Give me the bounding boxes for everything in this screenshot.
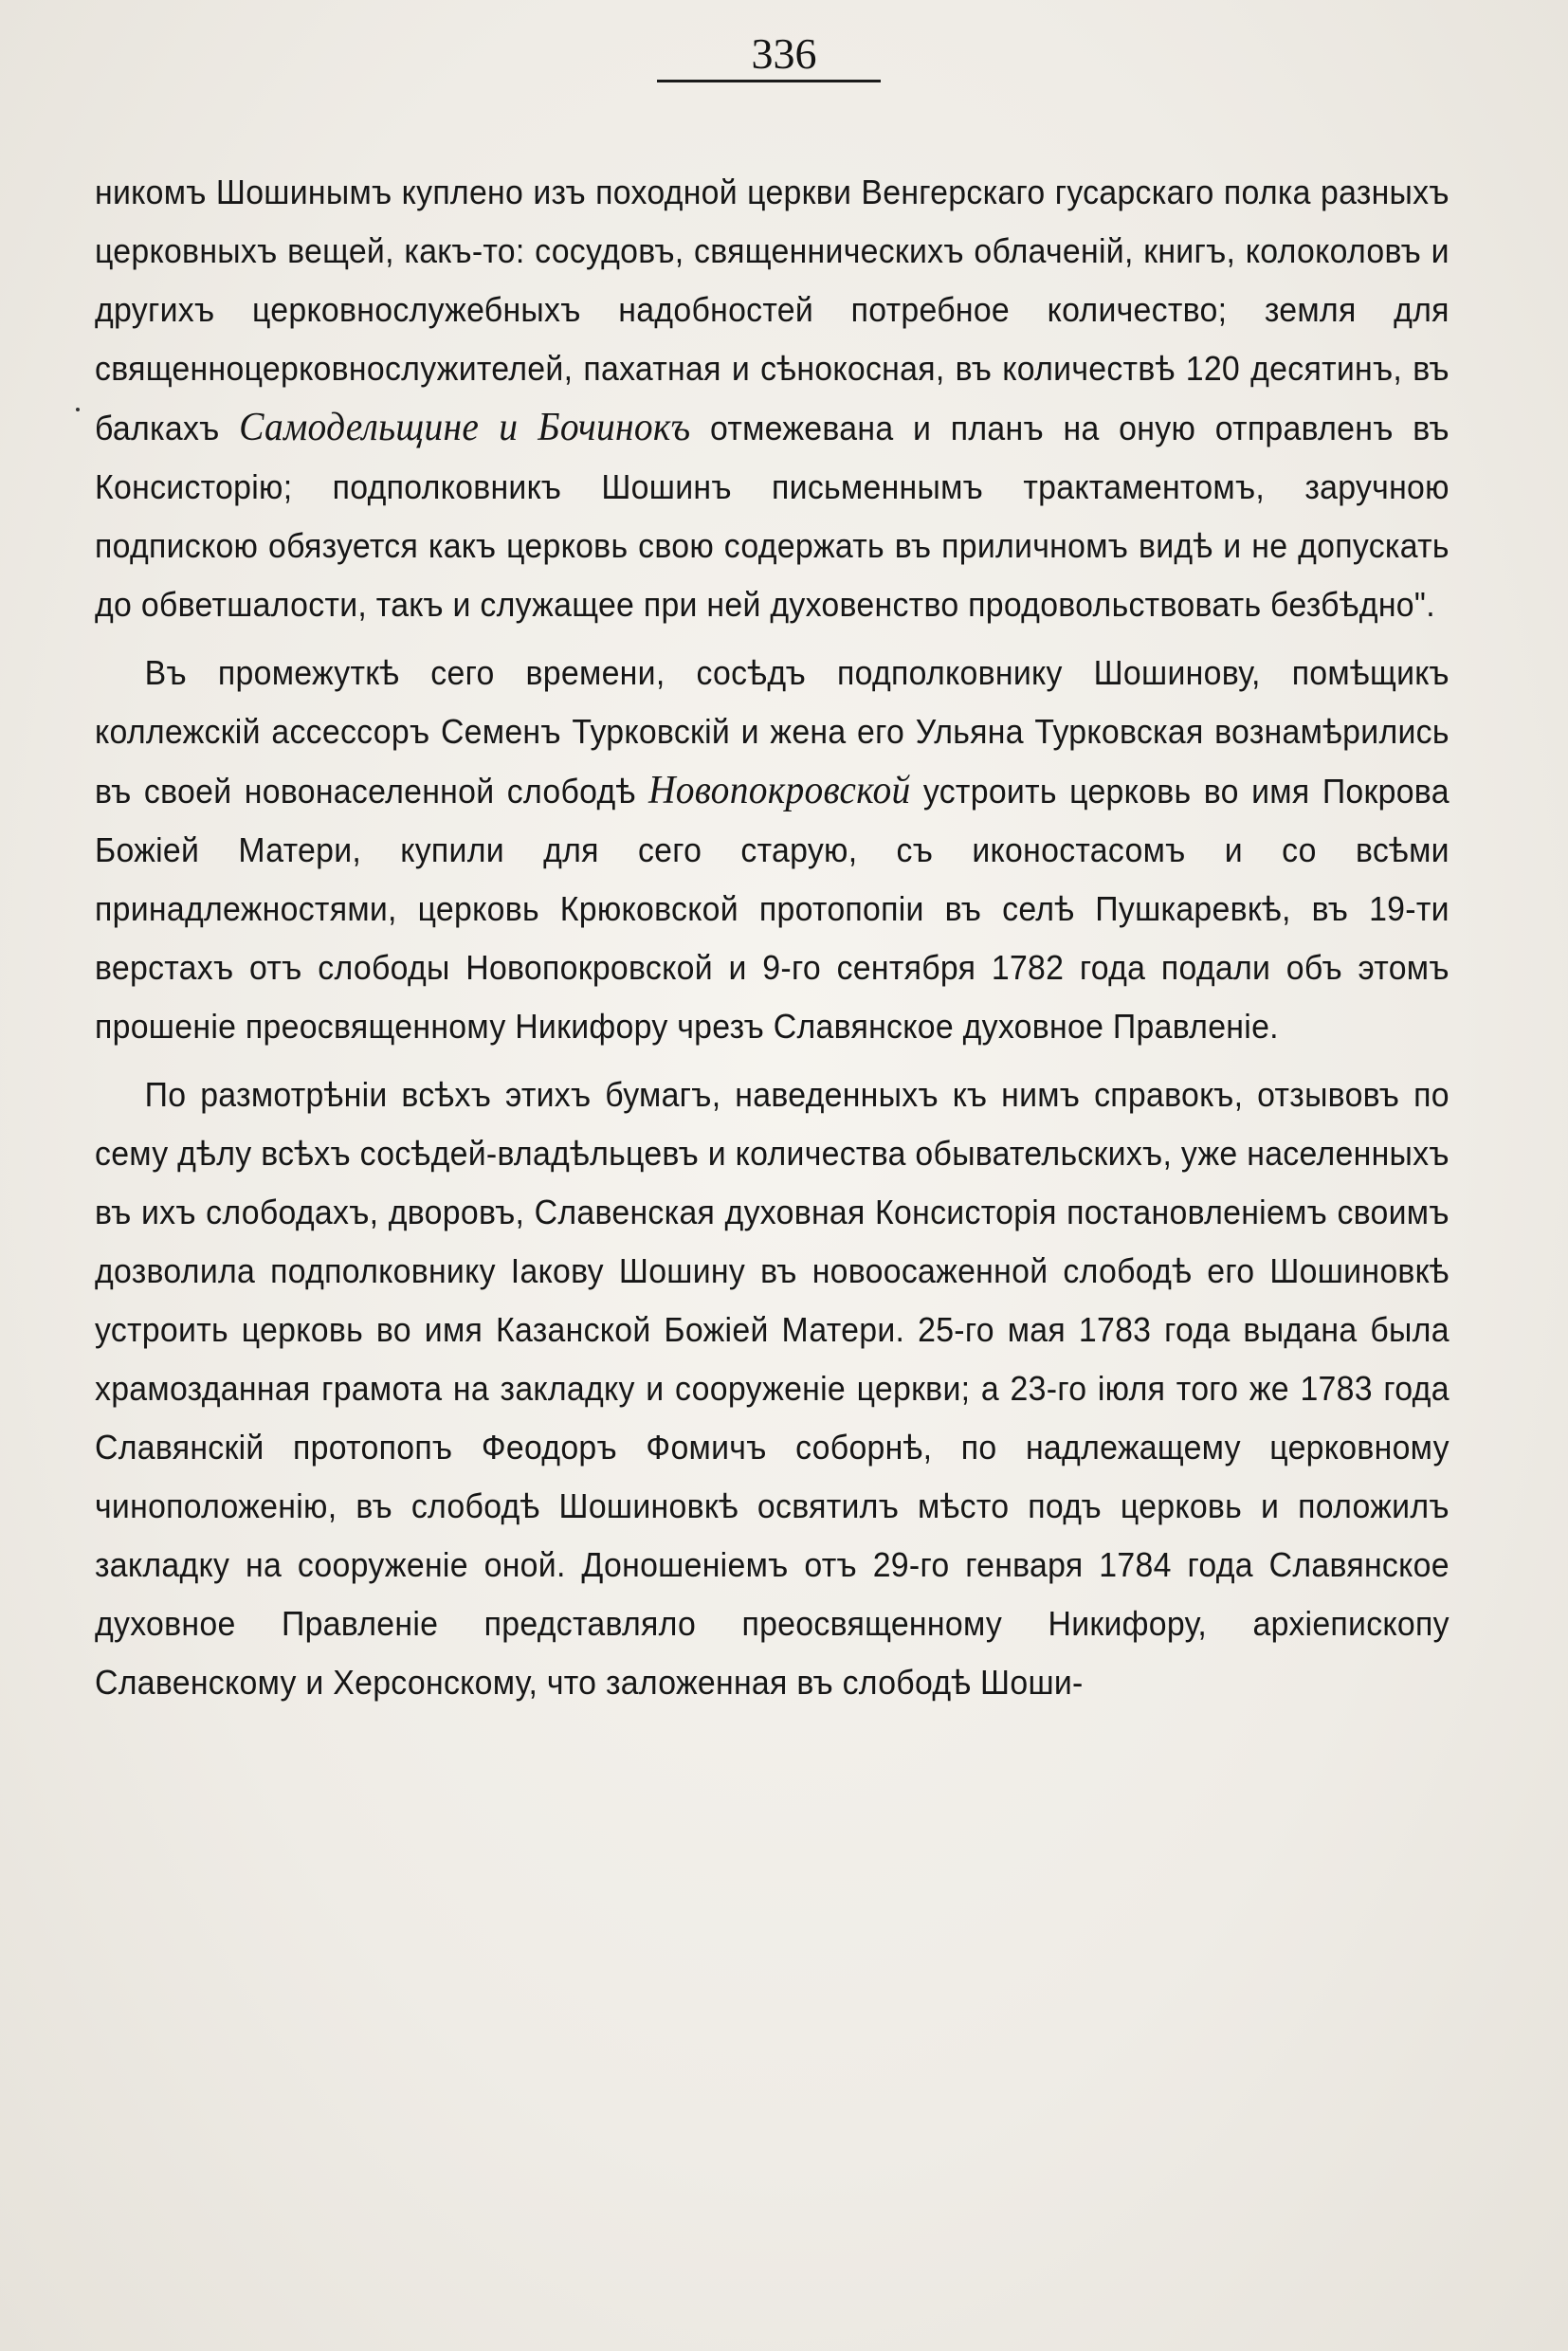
text-run: Въ промежуткѣ сего времени, сосѣдъ подполковнику Шошинову, помѣщикъ коллежскій ассессоръ Семенъ Турковскій и жена его Ульяна Турковская вознамѣрились въ своей новонаселенной слободѣ [95, 653, 1449, 811]
body-text [95, 163, 1449, 1712]
text-run: устроить церковь во имя Покрова Божіей Матери, купили для сего старую, съ иконостасомъ и со всѣми принадлежностями, церковь Крюковской протопопіи въ селѣ Пушкаревкѣ, въ 19-ти верстахъ отъ слободы Новопокровской и 9-го сентября 1782 года подали объ этомъ прошеніе преосвященному Никифору чрезъ Славянское духовное Правленіе. [95, 772, 1449, 1046]
paragraph [95, 163, 1449, 634]
text-run: никомъ Шошинымъ куплено изъ походной церкви Венгерскаго гусарскаго полка разныхъ церковныхъ вещей, какъ-то: сосудовъ, священническихъ облаченій, книгъ, колоколовъ и другихъ церковнослужебныхъ надобностей потребное количество; земля для священноцерковнослужителей, пахатная и сѣнокосная, въ количествѣ 120 десятинъ, въ балкахъ [95, 173, 1449, 447]
place-name: Новопокровской [647, 769, 911, 812]
text-run: По размотрѣніи всѣхъ этихъ бумагъ, наведенныхъ къ нимъ справокъ, отзывовъ по сему дѣлу всѣхъ сосѣдей-владѣльцевъ и количества обывательскихъ, уже населенныхъ въ ихъ слободахъ, дворовъ, Славенская духовная Консисторія постановленіемъ своимъ дозволила подполковнику Іакову Шошину въ новоосаженной слободѣ его Шошиновкѣ устроить церковь во имя Казанской Божіей Матери. 25-го мая 1783 года выдана была храмозданная грамота на закладку и сооруженіе церкви; а 23-го іюля того же 1783 года Славянскій протопопъ Феодоръ Фомичъ соборнѣ, по надлежащему церковному чиноположенію, въ слободѣ Шошиновкѣ освятилъ мѣсто подъ церковь и положилъ закладку на сооруженіе оной. Доношеніемъ отъ 29-го генваря 1784 года Славянское духовное Правленіе представляло преосвященному Никифору, архіепископу Славенскому и Херсонскому, что заложенная въ слободѣ Шоши- [95, 1075, 1449, 1702]
header-rule [657, 80, 881, 82]
page-number: 336 [751, 29, 817, 78]
paragraph [95, 1066, 1449, 1712]
text-run: отмежевана и планъ на оную отправленъ въ Консисторію; подполковникъ Шошинъ письменнымъ трактаментомъ, заручною подпискою обязуется какъ церковь свою содержать въ приличномъ видѣ и не допускать до обветшалости, такъ и служащее при ней духовенство продовольствовать безбѣдно". [95, 409, 1449, 624]
place-name: Самодельщине и Бочинокъ [239, 406, 691, 449]
paragraph [95, 644, 1449, 1056]
ink-speck [76, 408, 80, 411]
